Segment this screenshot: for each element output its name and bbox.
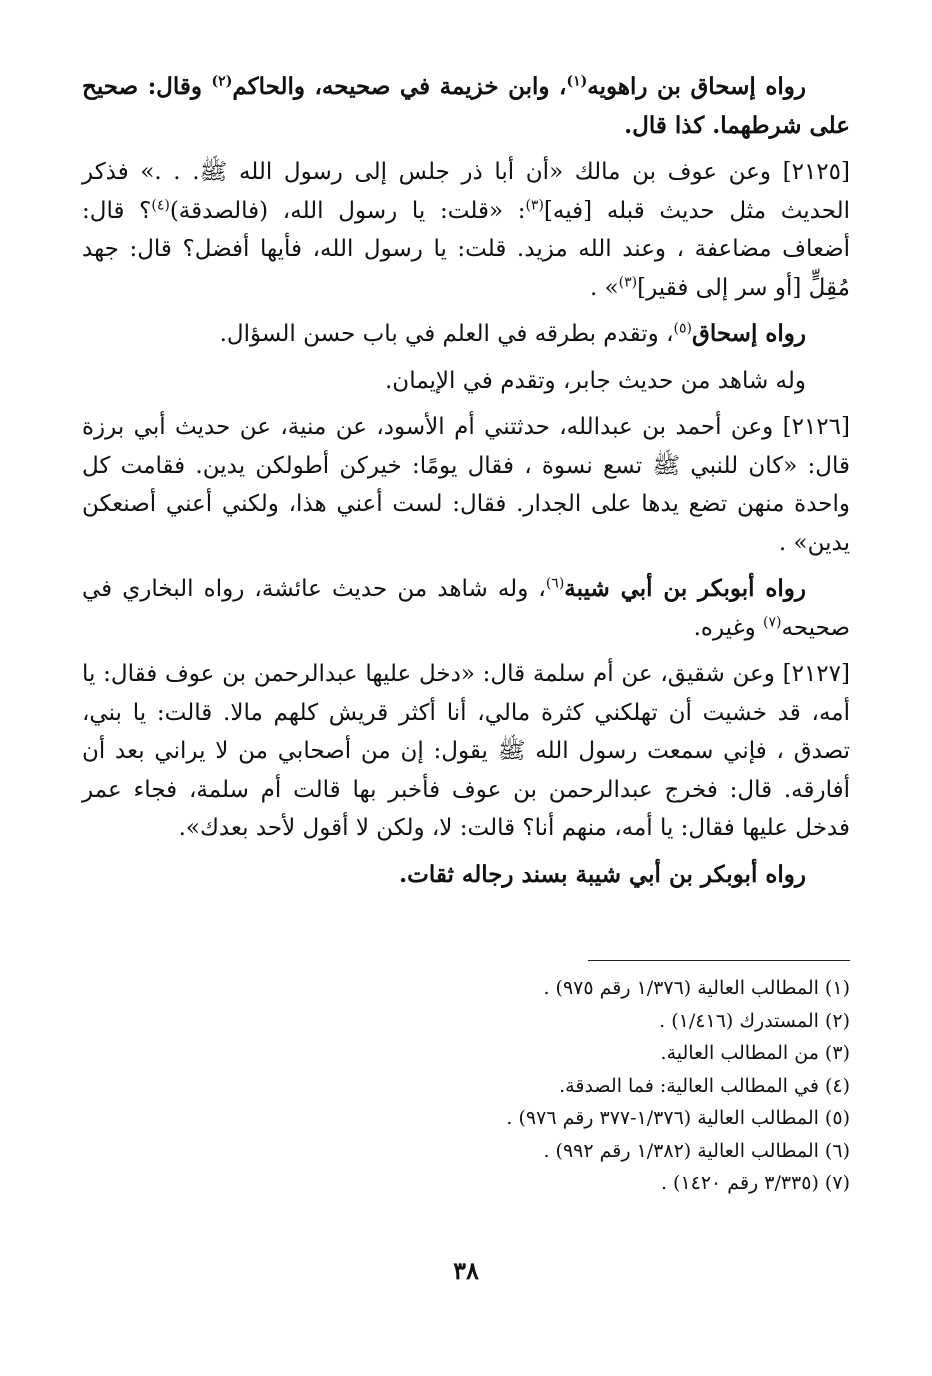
footnote-3: (٣) من المطالب العالية. xyxy=(660,1042,850,1064)
footnote-separator xyxy=(588,960,850,961)
text-run: وغيره. xyxy=(693,614,764,641)
footnote-ref[interactable]: (١) xyxy=(566,73,588,90)
hadith-2126: [٢١٢٦] وعن أحمد بن عبدالله، حدثتني أم الأسود، عن منية، عن حديث أبي برزة قال: «كان للنبي ﷺ تسع نسوة ، فقال يومًا: خيركن أطولكن يدين. فقامت كل واحدة منهن تضع يدها على الجدار. فقال: لست أعني هذا، ولكني أعني أصنعكن يدين» . xyxy=(82,414,850,556)
text-run: [٢١٢٥] وعن عوف بن مالك «أن أبا ذر جلس إلى رسول الله ﷺ. . .» فذكر الحديث مثل حديث قبله [فيه] xyxy=(82,159,850,224)
footnote-ref[interactable]: (٥) xyxy=(673,320,692,337)
text-run: ، وابن خزيمة في صحيحه، والحاكم xyxy=(232,73,567,100)
page-number: ٣٨ xyxy=(453,1256,479,1285)
text-run: رواه أبوبكر بن أبي شيبة xyxy=(564,575,806,602)
main-text xyxy=(82,68,850,894)
footnote-ref[interactable]: (٢) xyxy=(211,73,233,90)
hadith-2127: [٢١٢٧] وعن شقيق، عن أم سلمة قال: «دخل عليها عبدالرحمن بن عوف فقال: يا أمه، قد خشيت أن تهلكني كثرة مالي، أنا أكثر قريش كلهم مالا. قالت: يا بني، تصدق ، فإني سمعت رسول الله ﷺ يقول: إن من أصحابي من لا يراني بعد أن أفارقه. قال: فخرج عبدالرحمن بن عوف فأخبر بها قالت أم سلمة، فجاء عمر فدخل عليها فقال: يا أمه، منهم أنا؟ قالت: لا، ولكن لا أقول لأحد بعدك». xyxy=(82,661,850,841)
text-run: وقال: صحيح على شرطهما. كذا قال. xyxy=(82,73,850,139)
text-run: ؟ قال: أضعاف مضاعفة ، وعند الله مزيد. قلت: يا رسول الله، فأيها أفضل؟ قال: جهد مُقِلٍّ [أو سر إلى فقير] xyxy=(82,197,850,301)
footnotes xyxy=(300,972,850,1200)
paragraph-4: وله شاهد من حديث جابر، وتقدم في الإيمان. xyxy=(385,367,806,394)
footnote-6: (٦) المطالب العالية (١/٣٨٢ رقم ٩٩٢) . xyxy=(543,1139,850,1162)
footnote-2: (٢) المستدرك (١/٤١٦) . xyxy=(659,1009,850,1032)
footnote-ref[interactable]: (٣) xyxy=(525,196,544,213)
footnote-1: (١) المطالب العالية (١/٣٧٦ رقم ٩٧٥) . xyxy=(543,977,850,999)
text-run: ، وله شاهد من حديث عائشة، رواه البخاري في صحيحه xyxy=(82,576,850,641)
text-run: رواه إسحاق بن راهويه xyxy=(587,73,806,100)
text-run: : «قلت: يا رسول الله، (فالصدقة) xyxy=(169,197,526,224)
paragraph-1 xyxy=(82,68,850,145)
footnote-ref[interactable]: (٦) xyxy=(545,575,565,592)
hadith-2125 xyxy=(82,153,850,307)
footnote-5: (٥) المطالب العالية (١/٣٧٦-٣٧٧ رقم ٩٧٦) . xyxy=(506,1107,850,1129)
text-run: ، وتقدم بطرقه في العلم في باب حسن السؤال. xyxy=(219,321,674,347)
paragraph-6 xyxy=(82,570,850,647)
footnote-4: (٤) في المطالب العالية: فما الصدقة. xyxy=(559,1074,850,1097)
text-run: رواه إسحاق xyxy=(691,320,806,347)
footnote-ref[interactable]: (٣) xyxy=(618,273,638,290)
footnote-ref[interactable]: (٧) xyxy=(763,613,782,630)
footnote-7: (٧) (٣/٣٣٥ رقم ١٤٢٠) . xyxy=(660,1172,850,1194)
paragraph-3 xyxy=(82,315,850,354)
text-run: » . xyxy=(589,274,619,301)
paragraph-8: رواه أبوبكر بن أبي شيبة بسند رجاله ثقات. xyxy=(399,860,806,888)
footnote-ref[interactable]: (٤) xyxy=(151,196,170,213)
